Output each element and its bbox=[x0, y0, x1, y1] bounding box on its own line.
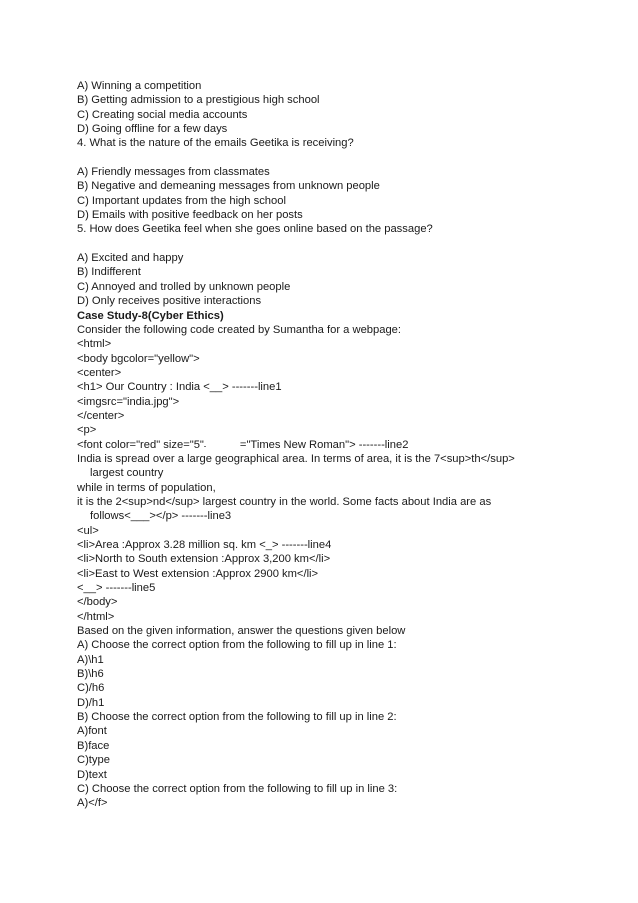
code-segment: ="Times New Roman"> -------line2 bbox=[239, 438, 409, 451]
option-d: D) Only receives positive interactions bbox=[77, 295, 262, 308]
paragraph-line: India is spread over a large geographical area. In terms of area, it is the 7<sup>th</sup> bbox=[77, 452, 515, 465]
option-c: C) Important updates from the high school bbox=[77, 194, 286, 207]
option-d: D)/h1 bbox=[77, 696, 105, 709]
option-a: A)font bbox=[77, 725, 107, 738]
sub-question-b: B) Choose the correct option from the following to fill up in line 2: bbox=[77, 711, 397, 724]
code-line: <__> -------line5 bbox=[77, 582, 156, 595]
code-line-font bbox=[77, 438, 597, 452]
code-line: </center> bbox=[77, 409, 125, 422]
question-5: 5. How does Geetika feel when she goes online based on the passage? bbox=[77, 223, 433, 236]
option-d: D)text bbox=[77, 768, 107, 781]
paragraph-line: while in terms of population, bbox=[77, 481, 216, 494]
code-line: <html> bbox=[77, 338, 112, 351]
option-b: B)face bbox=[77, 739, 110, 752]
option-b: B) Indifferent bbox=[77, 266, 141, 279]
option-b: B)\h6 bbox=[77, 668, 104, 681]
blank-line bbox=[77, 237, 597, 251]
code-line: <li>East to West extension :Approx 2900 km</li> bbox=[77, 567, 319, 580]
paragraph-line: it is the 2<sup>nd</sup> largest country in the world. Some facts about India are as bbox=[77, 495, 492, 508]
paragraph-line-wrapped: largest country bbox=[90, 467, 164, 480]
option-c: C) Annoyed and trolled by unknown people bbox=[77, 280, 291, 293]
code-line: </html> bbox=[77, 610, 115, 623]
option-b: B) Negative and demeaning messages from unknown people bbox=[77, 180, 380, 193]
code-line: </body> bbox=[77, 596, 118, 609]
option-a: A)\h1 bbox=[77, 653, 104, 666]
option-c: C)/h6 bbox=[77, 682, 105, 695]
sub-question-a: A) Choose the correct option from the following to fill up in line 1: bbox=[77, 639, 397, 652]
option-c: C)type bbox=[77, 754, 110, 767]
option-a: A) Winning a competition bbox=[77, 80, 202, 92]
code-line: <li>Area :Approx 3.28 million sq. km <_> -------line4 bbox=[77, 539, 332, 551]
code-line: <center> bbox=[77, 366, 122, 379]
option-d: D) Emails with positive feedback on her posts bbox=[77, 209, 303, 222]
sub-question-c: C) Choose the correct option from the following to fill up in line 3: bbox=[77, 782, 398, 795]
option-a: A)</f> bbox=[77, 797, 108, 810]
blank-line bbox=[77, 151, 597, 165]
case-study-heading: Case Study-8(Cyber Ethics) bbox=[77, 309, 224, 322]
option-c: C) Creating social media accounts bbox=[77, 108, 248, 121]
option-a: A) Friendly messages from classmates bbox=[77, 166, 270, 179]
code-line: <body bgcolor="yellow"> bbox=[77, 352, 200, 365]
option-d: D) Going offline for a few days bbox=[77, 123, 228, 136]
case-study-intro: Consider the following code created by Sumantha for a webpage: bbox=[77, 323, 402, 336]
option-a: A) Excited and happy bbox=[77, 252, 184, 265]
code-line: <h1> Our Country : India <__> -------line1 bbox=[77, 381, 282, 394]
instructions: Based on the given information, answer the questions given below bbox=[77, 625, 406, 638]
option-b: B) Getting admission to a prestigious high school bbox=[77, 94, 320, 107]
paragraph-line-wrapped: follows<___></p> -------line3 bbox=[90, 510, 232, 523]
question-4: 4. What is the nature of the emails Geetika is receiving? bbox=[77, 137, 354, 150]
document-body bbox=[77, 79, 597, 811]
code-line: <ul> bbox=[77, 524, 99, 537]
code-line: <imgsrc="india.jpg"> bbox=[77, 395, 180, 408]
code-line: <p> bbox=[77, 424, 97, 437]
code-segment: <font color="red" size="5" bbox=[77, 438, 204, 451]
code-line: <li>North to South extension :Approx 3,200 km</li> bbox=[77, 553, 331, 566]
